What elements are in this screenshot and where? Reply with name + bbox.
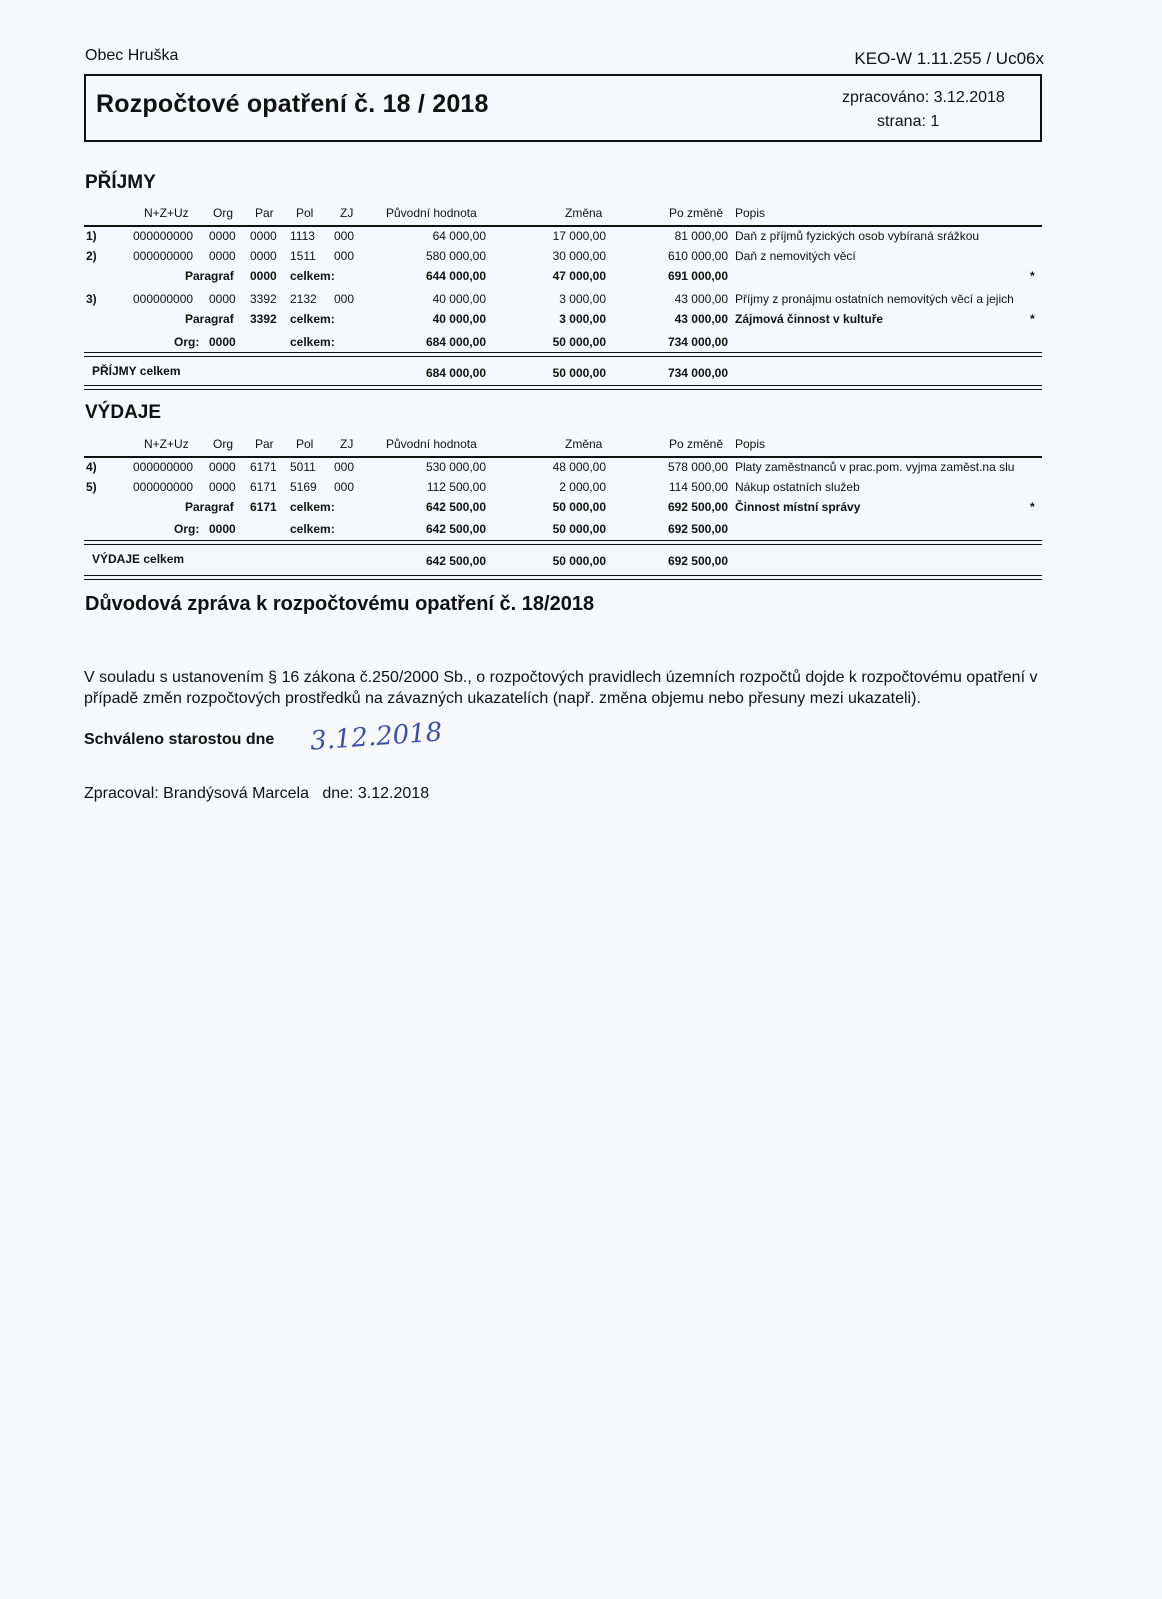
- cell-par: 0000: [250, 249, 277, 263]
- subtotal-after: 692 500,00: [667, 500, 728, 514]
- double-rule: [84, 575, 1042, 580]
- cell-zj: 000: [334, 292, 355, 306]
- subtotal-after: 691 000,00: [667, 269, 728, 283]
- star-marker: *: [1030, 500, 1035, 514]
- col-zj: ZJ: [340, 437, 354, 451]
- col-after: Po změně: [669, 206, 724, 220]
- page-number: strana: 1: [877, 113, 940, 130]
- cell-zj: 000: [334, 249, 355, 263]
- cell-desc: Příjmy z pronájmu ostatních nemovitých věcí a jejich: [735, 292, 1014, 306]
- cell-org: 0000: [209, 249, 236, 263]
- celkem-label: celkem:: [290, 312, 335, 326]
- cell-par: 3392: [250, 292, 277, 306]
- col-change: Změna: [565, 437, 603, 451]
- col-zj: ZJ: [340, 206, 354, 220]
- org-label: Org:: [174, 522, 200, 536]
- subtotal-after: 43 000,00: [674, 312, 728, 326]
- col-after: Po změně: [669, 437, 724, 451]
- paragraf-code: 0000: [250, 269, 277, 283]
- col-par: Par: [255, 437, 274, 451]
- org-change: 50 000,00: [552, 335, 606, 349]
- subtotal-change: 3 000,00: [559, 312, 606, 326]
- cell-orig: 40 000,00: [432, 292, 486, 306]
- cell-pol: 2132: [290, 292, 317, 306]
- cell-org: 0000: [209, 480, 236, 494]
- rule: [84, 456, 1042, 458]
- expense-total-label: VÝDAJE celkem: [92, 552, 185, 566]
- subtotal-desc: Činnost místní správy: [735, 500, 861, 514]
- cell-par: 6171: [250, 480, 277, 494]
- cell-change: 48 000,00: [552, 460, 606, 474]
- cell-org: 0000: [209, 229, 236, 243]
- double-rule: [84, 540, 1042, 545]
- income-total-after: 734 000,00: [667, 366, 728, 380]
- rule: [84, 225, 1042, 227]
- col-pol: Pol: [296, 437, 314, 451]
- cell-desc: Nákup ostatních služeb: [735, 480, 860, 494]
- cell-nzu: 000000000: [133, 249, 194, 263]
- expense-total-after: 692 500,00: [667, 554, 728, 568]
- col-nzu: N+Z+Uz: [144, 206, 189, 220]
- org-code: 0000: [209, 335, 236, 349]
- col-pol: Pol: [296, 206, 314, 220]
- double-rule: [84, 385, 1042, 390]
- paragraf-code: 6171: [250, 500, 277, 514]
- star-marker: *: [1030, 312, 1035, 326]
- cell-after: 114 500,00: [668, 480, 728, 494]
- handwritten-date: 3.12.2018: [309, 717, 444, 757]
- row-number: 5): [86, 480, 97, 494]
- cell-pol: 5011: [290, 460, 316, 474]
- org-after: 734 000,00: [667, 335, 728, 349]
- cell-org: 0000: [209, 460, 236, 474]
- cell-pol: 1113: [290, 229, 315, 243]
- col-orig: Původní hodnota: [386, 206, 477, 220]
- cell-change: 17 000,00: [552, 229, 606, 243]
- row-number: 3): [86, 292, 97, 306]
- paragraf-label: Paragraf: [185, 312, 234, 326]
- org-after: 692 500,00: [667, 522, 728, 536]
- cell-par: 0000: [250, 229, 277, 243]
- subtotal-desc: Zájmová činnost v kultuře: [735, 312, 884, 326]
- subtotal-change: 50 000,00: [552, 500, 606, 514]
- double-rule: [84, 352, 1042, 357]
- cell-change: 3 000,00: [559, 292, 606, 306]
- document-title: Rozpočtové opatření č. 18 / 2018: [96, 90, 489, 118]
- cell-nzu: 000000000: [133, 480, 194, 494]
- cell-change: 2 000,00: [559, 480, 606, 494]
- income-heading: PŘÍJMY: [85, 172, 156, 193]
- approved-label: Schváleno starostou dne: [84, 731, 275, 748]
- cell-pol: 5169: [290, 480, 317, 494]
- row-number: 4): [86, 460, 97, 474]
- cell-orig: 112 500,00: [426, 480, 486, 494]
- cell-desc: Daň z příjmů fyzických osob vybíraná srážkou: [735, 229, 980, 243]
- income-total-label: PŘÍJMY celkem: [92, 364, 181, 378]
- col-org: Org: [213, 437, 234, 451]
- cell-orig: 530 000,00: [425, 460, 486, 474]
- income-total-change: 50 000,00: [552, 366, 606, 380]
- paragraf-label: Paragraf: [185, 269, 234, 283]
- cell-zj: 000: [334, 229, 355, 243]
- cell-nzu: 000000000: [133, 460, 194, 474]
- cell-orig: 64 000,00: [432, 229, 486, 243]
- cell-after: 610 000,00: [667, 249, 728, 263]
- row-number: 1): [86, 229, 97, 243]
- org-code: 0000: [209, 522, 236, 536]
- celkem-label: celkem:: [290, 522, 335, 536]
- processed-date: zpracováno: 3.12.2018: [842, 89, 1005, 106]
- expense-total-orig: 642 500,00: [425, 554, 486, 568]
- cell-pol: 1511: [290, 249, 316, 263]
- row-number: 2): [86, 249, 97, 263]
- cell-after: 81 000,00: [674, 229, 728, 243]
- paragraf-code: 3392: [250, 312, 277, 326]
- org-orig: 684 000,00: [425, 335, 486, 349]
- cell-orig: 580 000,00: [425, 249, 486, 263]
- celkem-label: celkem:: [290, 269, 335, 283]
- software-version: KEO-W 1.11.255 / Uc06x: [854, 49, 1044, 68]
- report-heading: Důvodová zpráva k rozpočtovému opatření č. 18/2018: [85, 593, 595, 615]
- cell-desc: Platy zaměstnanců v prac.pom. vyjma zaměst.na slu: [735, 460, 1015, 474]
- col-change: Změna: [565, 206, 603, 220]
- celkem-label: celkem:: [290, 335, 335, 349]
- star-marker: *: [1030, 269, 1035, 283]
- cell-desc: Daň z nemovitých věcí: [735, 249, 856, 263]
- col-par: Par: [255, 206, 274, 220]
- cell-after: 578 000,00: [667, 460, 728, 474]
- org-label: Org:: [174, 335, 200, 349]
- report-text: V souladu s ustanovením § 16 zákona č.250/2000 Sb., o rozpočtových pravidlech územních rozpočtů dojde k rozpočtovému opatření v případě změn rozpočtových prostředků na závazných ukazatelích (např. změna objemu nebo přesuny mezi ukazateli).: [84, 669, 1038, 707]
- cell-par: 6171: [250, 460, 277, 474]
- col-desc: Popis: [735, 206, 766, 220]
- cell-nzu: 000000000: [133, 229, 194, 243]
- subtotal-change: 47 000,00: [552, 269, 606, 283]
- cell-change: 30 000,00: [552, 249, 606, 263]
- org-orig: 642 500,00: [425, 522, 486, 536]
- cell-zj: 000: [334, 480, 355, 494]
- col-orig: Původní hodnota: [386, 437, 477, 451]
- prepared-by: Zpracoval: Brandýsová Marcela dne: 3.12.2018: [84, 785, 430, 802]
- col-nzu: N+Z+Uz: [144, 437, 189, 451]
- expense-heading: VÝDAJE: [85, 402, 162, 423]
- paragraf-label: Paragraf: [185, 500, 234, 514]
- subtotal-orig: 40 000,00: [432, 312, 486, 326]
- subtotal-orig: 644 000,00: [425, 269, 486, 283]
- expense-total-change: 50 000,00: [552, 554, 606, 568]
- col-desc: Popis: [735, 437, 766, 451]
- cell-zj: 000: [334, 460, 355, 474]
- org-change: 50 000,00: [552, 522, 606, 536]
- municipality-name: Obec Hruška: [85, 47, 179, 64]
- subtotal-orig: 642 500,00: [425, 500, 486, 514]
- celkem-label: celkem:: [290, 500, 335, 514]
- cell-nzu: 000000000: [133, 292, 194, 306]
- col-org: Org: [213, 206, 234, 220]
- cell-org: 0000: [209, 292, 236, 306]
- income-total-orig: 684 000,00: [425, 366, 486, 380]
- cell-after: 43 000,00: [674, 292, 728, 306]
